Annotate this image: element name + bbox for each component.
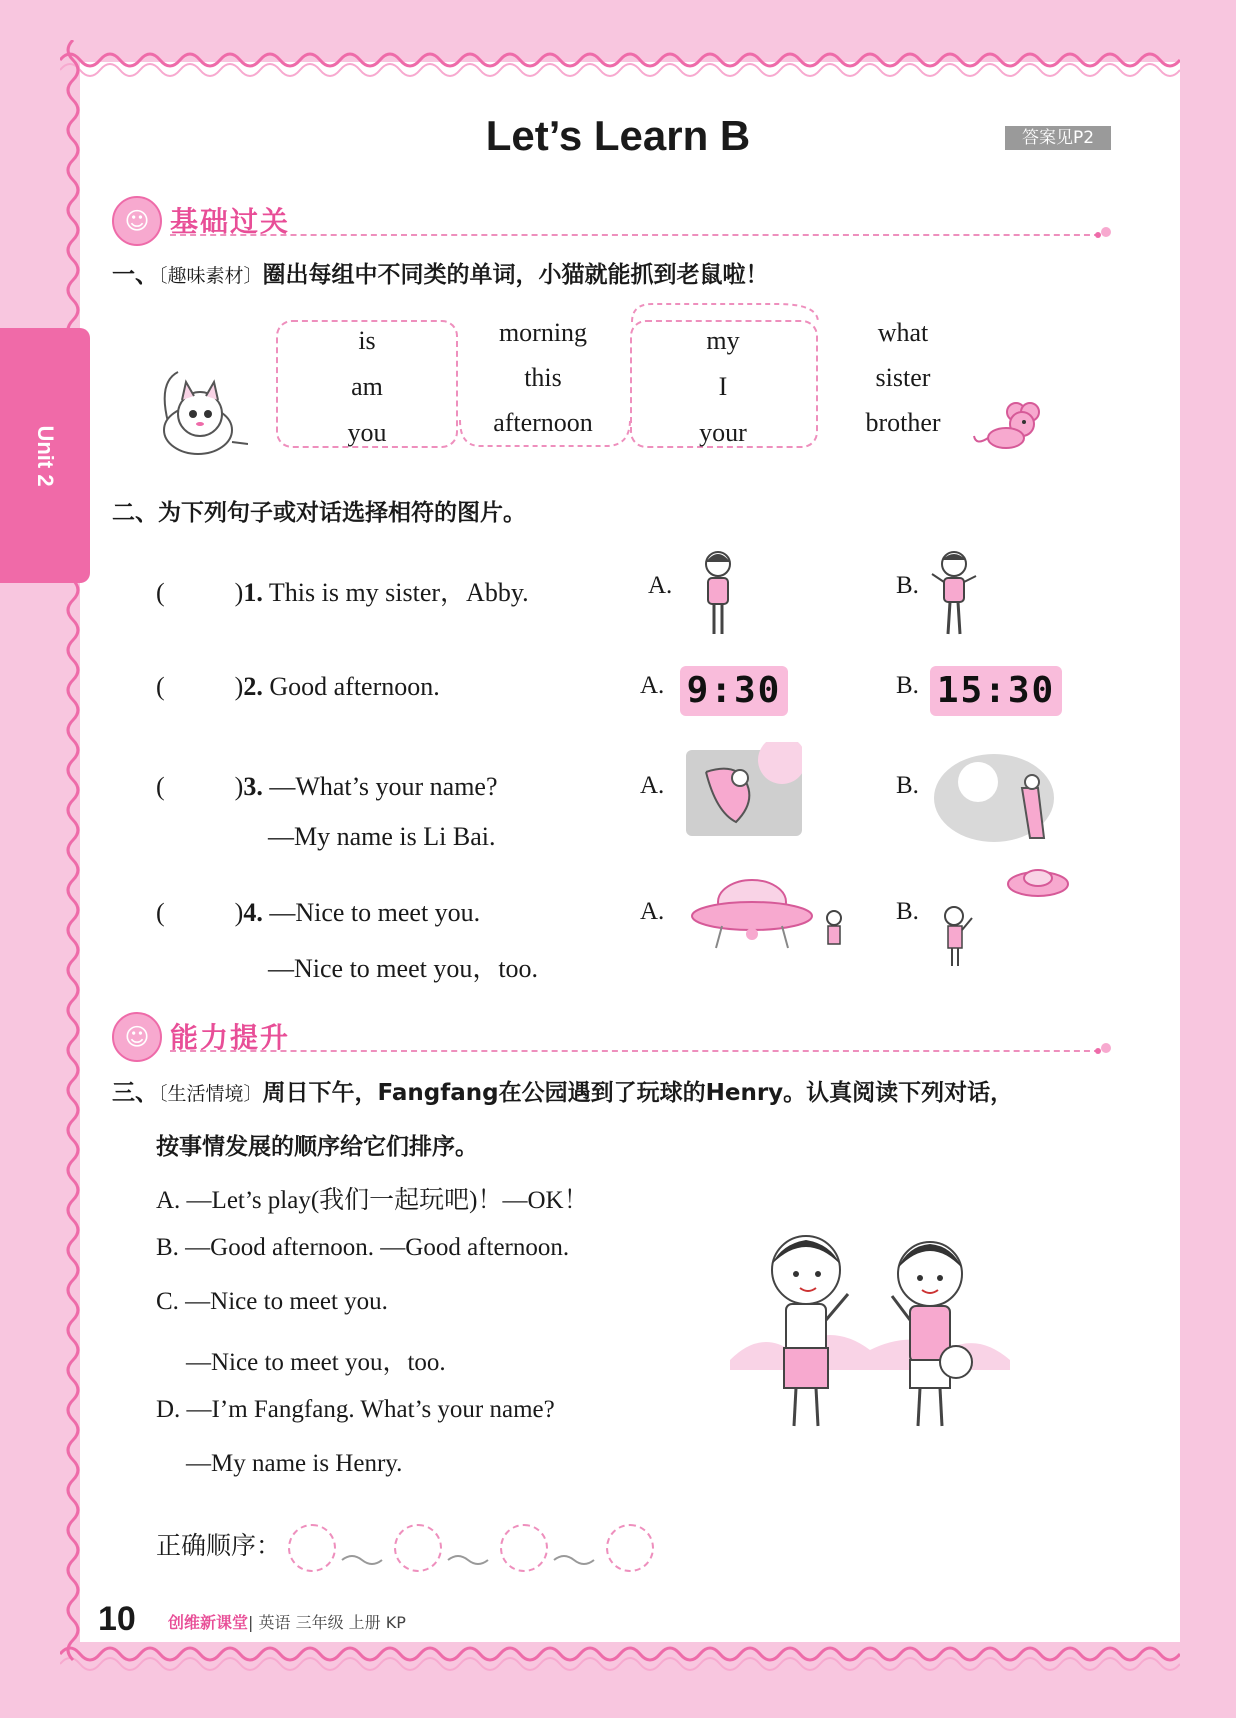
word-item[interactable]: afternoon bbox=[493, 408, 593, 437]
order-connectors bbox=[336, 1550, 616, 1570]
question-tag: 〔趣味素材〕 bbox=[158, 265, 263, 287]
mouse-illustration bbox=[972, 398, 1042, 458]
q2-item-2 bbox=[156, 672, 440, 702]
wavy-border-left bbox=[58, 40, 88, 1670]
answer-paren-open[interactable]: ( bbox=[156, 772, 165, 801]
section-label: 基础过关 bbox=[170, 205, 291, 238]
item-number: 3. bbox=[243, 772, 263, 801]
item-number: 4. bbox=[243, 898, 263, 927]
word-column-2 bbox=[468, 318, 618, 453]
option-a-label[interactable]: A. bbox=[640, 898, 665, 925]
option-b-label[interactable]: B. bbox=[896, 572, 919, 599]
order-label: 正确顺序： bbox=[156, 1531, 282, 1560]
brand-name: 创维新课堂 bbox=[168, 1613, 249, 1632]
page-title: Let’s Learn B bbox=[485, 112, 751, 159]
option-b-label[interactable]: B. bbox=[896, 772, 919, 799]
mascot-icon: ☺ bbox=[112, 196, 162, 246]
question-1-instruction bbox=[112, 256, 769, 289]
dots-icon bbox=[1094, 226, 1112, 240]
unit-tab[interactable] bbox=[0, 328, 90, 583]
answer-paren-open[interactable]: ( bbox=[156, 898, 165, 927]
answer-paren-close: ) bbox=[234, 898, 244, 927]
q2-item-4 bbox=[156, 898, 480, 928]
word-item[interactable]: you bbox=[347, 418, 387, 447]
option-b-label[interactable]: B. bbox=[896, 898, 919, 925]
question-number: 三、 bbox=[112, 1080, 158, 1106]
word-column-1 bbox=[292, 326, 442, 464]
q2-item-1 bbox=[156, 572, 529, 609]
dialogue-line: —Nice to meet you，too. bbox=[268, 954, 539, 983]
section-header-advanced bbox=[112, 1012, 1112, 1062]
option-a-label[interactable]: A. bbox=[648, 572, 673, 599]
answer-paren-close: ) bbox=[234, 672, 244, 701]
section-label: 能力提升 bbox=[170, 1021, 291, 1054]
mascot-icon: ☺ bbox=[112, 1012, 162, 1062]
girl-picture-icon[interactable] bbox=[694, 548, 742, 642]
question-number: 一、 bbox=[112, 262, 158, 288]
word-item[interactable]: am bbox=[351, 372, 383, 401]
sentence-text: Good afternoon. bbox=[269, 672, 440, 701]
word-item[interactable]: this bbox=[524, 363, 562, 392]
divider bbox=[170, 234, 1100, 236]
question-text: 圈出每组中不同类的单词，小猫就能抓到老鼠啦！ bbox=[262, 262, 769, 288]
word-item[interactable]: morning bbox=[498, 318, 588, 347]
word-column-3 bbox=[648, 326, 798, 464]
word-item[interactable]: sister bbox=[875, 363, 931, 392]
clock-display-b[interactable]: 15:30 bbox=[930, 666, 1062, 716]
option-a-label[interactable]: A. bbox=[640, 672, 665, 699]
question-2-instruction: 二、为下列句子或对话选择相符的图片。 bbox=[112, 500, 526, 526]
dialogue-line: —Nice to meet you. bbox=[269, 898, 481, 927]
dots-icon bbox=[1094, 1042, 1112, 1056]
dialogue-option-c-reply: —Nice to meet you，too. bbox=[186, 1349, 446, 1376]
item-number: 1. bbox=[243, 578, 263, 607]
clock-display-a[interactable]: 9:30 bbox=[680, 666, 788, 716]
divider bbox=[170, 1050, 1100, 1052]
question-3-instruction bbox=[112, 1074, 1013, 1107]
footer-info bbox=[168, 1610, 406, 1633]
option-b-label[interactable]: B. bbox=[896, 672, 919, 699]
fangfang-henry-illustration bbox=[730, 1230, 1010, 1440]
dialogue-line: —My name is Li Bai. bbox=[268, 822, 496, 851]
girl-waving-ufo-picture-icon[interactable] bbox=[936, 866, 1072, 972]
answer-paren-open[interactable]: ( bbox=[156, 672, 165, 701]
word-item[interactable]: is bbox=[358, 326, 376, 355]
dialogue-option-d: D. —I’m Fangfang. What’s your name? bbox=[156, 1396, 555, 1423]
answer-paren-open[interactable]: ( bbox=[156, 578, 165, 607]
wavy-border-top bbox=[60, 40, 1180, 80]
moon-fairy-picture-icon[interactable] bbox=[686, 742, 802, 838]
ufo-alien-picture-icon[interactable] bbox=[686, 872, 852, 968]
poet-moon-picture-icon[interactable] bbox=[934, 748, 1064, 844]
section-header-basic bbox=[112, 196, 1112, 246]
answer-paren-close: ) bbox=[234, 578, 244, 607]
question-tag: 〔生活情境〕 bbox=[158, 1083, 263, 1105]
page-number: 10 bbox=[98, 1600, 136, 1638]
dialogue-option-a: A. —Let’s play(我们一起玩吧)！—OK！ bbox=[156, 1187, 589, 1214]
word-item[interactable]: I bbox=[718, 372, 728, 401]
question-text: 周日下午，Fangfang在公园遇到了玩球的Henry。认真阅读下列对话， bbox=[262, 1080, 1014, 1106]
option-a-label[interactable]: A. bbox=[640, 772, 665, 799]
answer-reference-badge: 答案见P2 bbox=[1005, 126, 1111, 150]
dialogue-option-b: B. —Good afternoon. —Good afternoon. bbox=[156, 1234, 570, 1261]
word-item[interactable]: my bbox=[706, 326, 740, 355]
word-item[interactable]: your bbox=[699, 418, 747, 447]
cat-illustration bbox=[148, 352, 248, 462]
question-text-continued: 按事情发展的顺序给它们排序。 bbox=[156, 1134, 478, 1160]
word-column-4 bbox=[828, 318, 978, 453]
word-item[interactable]: what bbox=[877, 318, 929, 347]
book-info: | 英语 三年级 上册 KP bbox=[248, 1613, 406, 1632]
wavy-border-bottom bbox=[60, 1640, 1180, 1680]
item-number: 2. bbox=[243, 672, 263, 701]
q2-item-3 bbox=[156, 772, 498, 802]
boy-picture-icon[interactable] bbox=[928, 548, 980, 642]
sentence-text: This is my sister，Abby. bbox=[268, 578, 529, 607]
unit-tab-label: Unit 2 bbox=[33, 424, 58, 487]
dialogue-option-c: C. —Nice to meet you. bbox=[156, 1288, 388, 1315]
word-item[interactable]: brother bbox=[865, 408, 941, 437]
dialogue-line: —What’s your name? bbox=[269, 772, 498, 801]
dialogue-option-d-reply: —My name is Henry. bbox=[186, 1450, 403, 1477]
answer-paren-close: ) bbox=[234, 772, 244, 801]
order-blank-1[interactable] bbox=[288, 1524, 336, 1572]
